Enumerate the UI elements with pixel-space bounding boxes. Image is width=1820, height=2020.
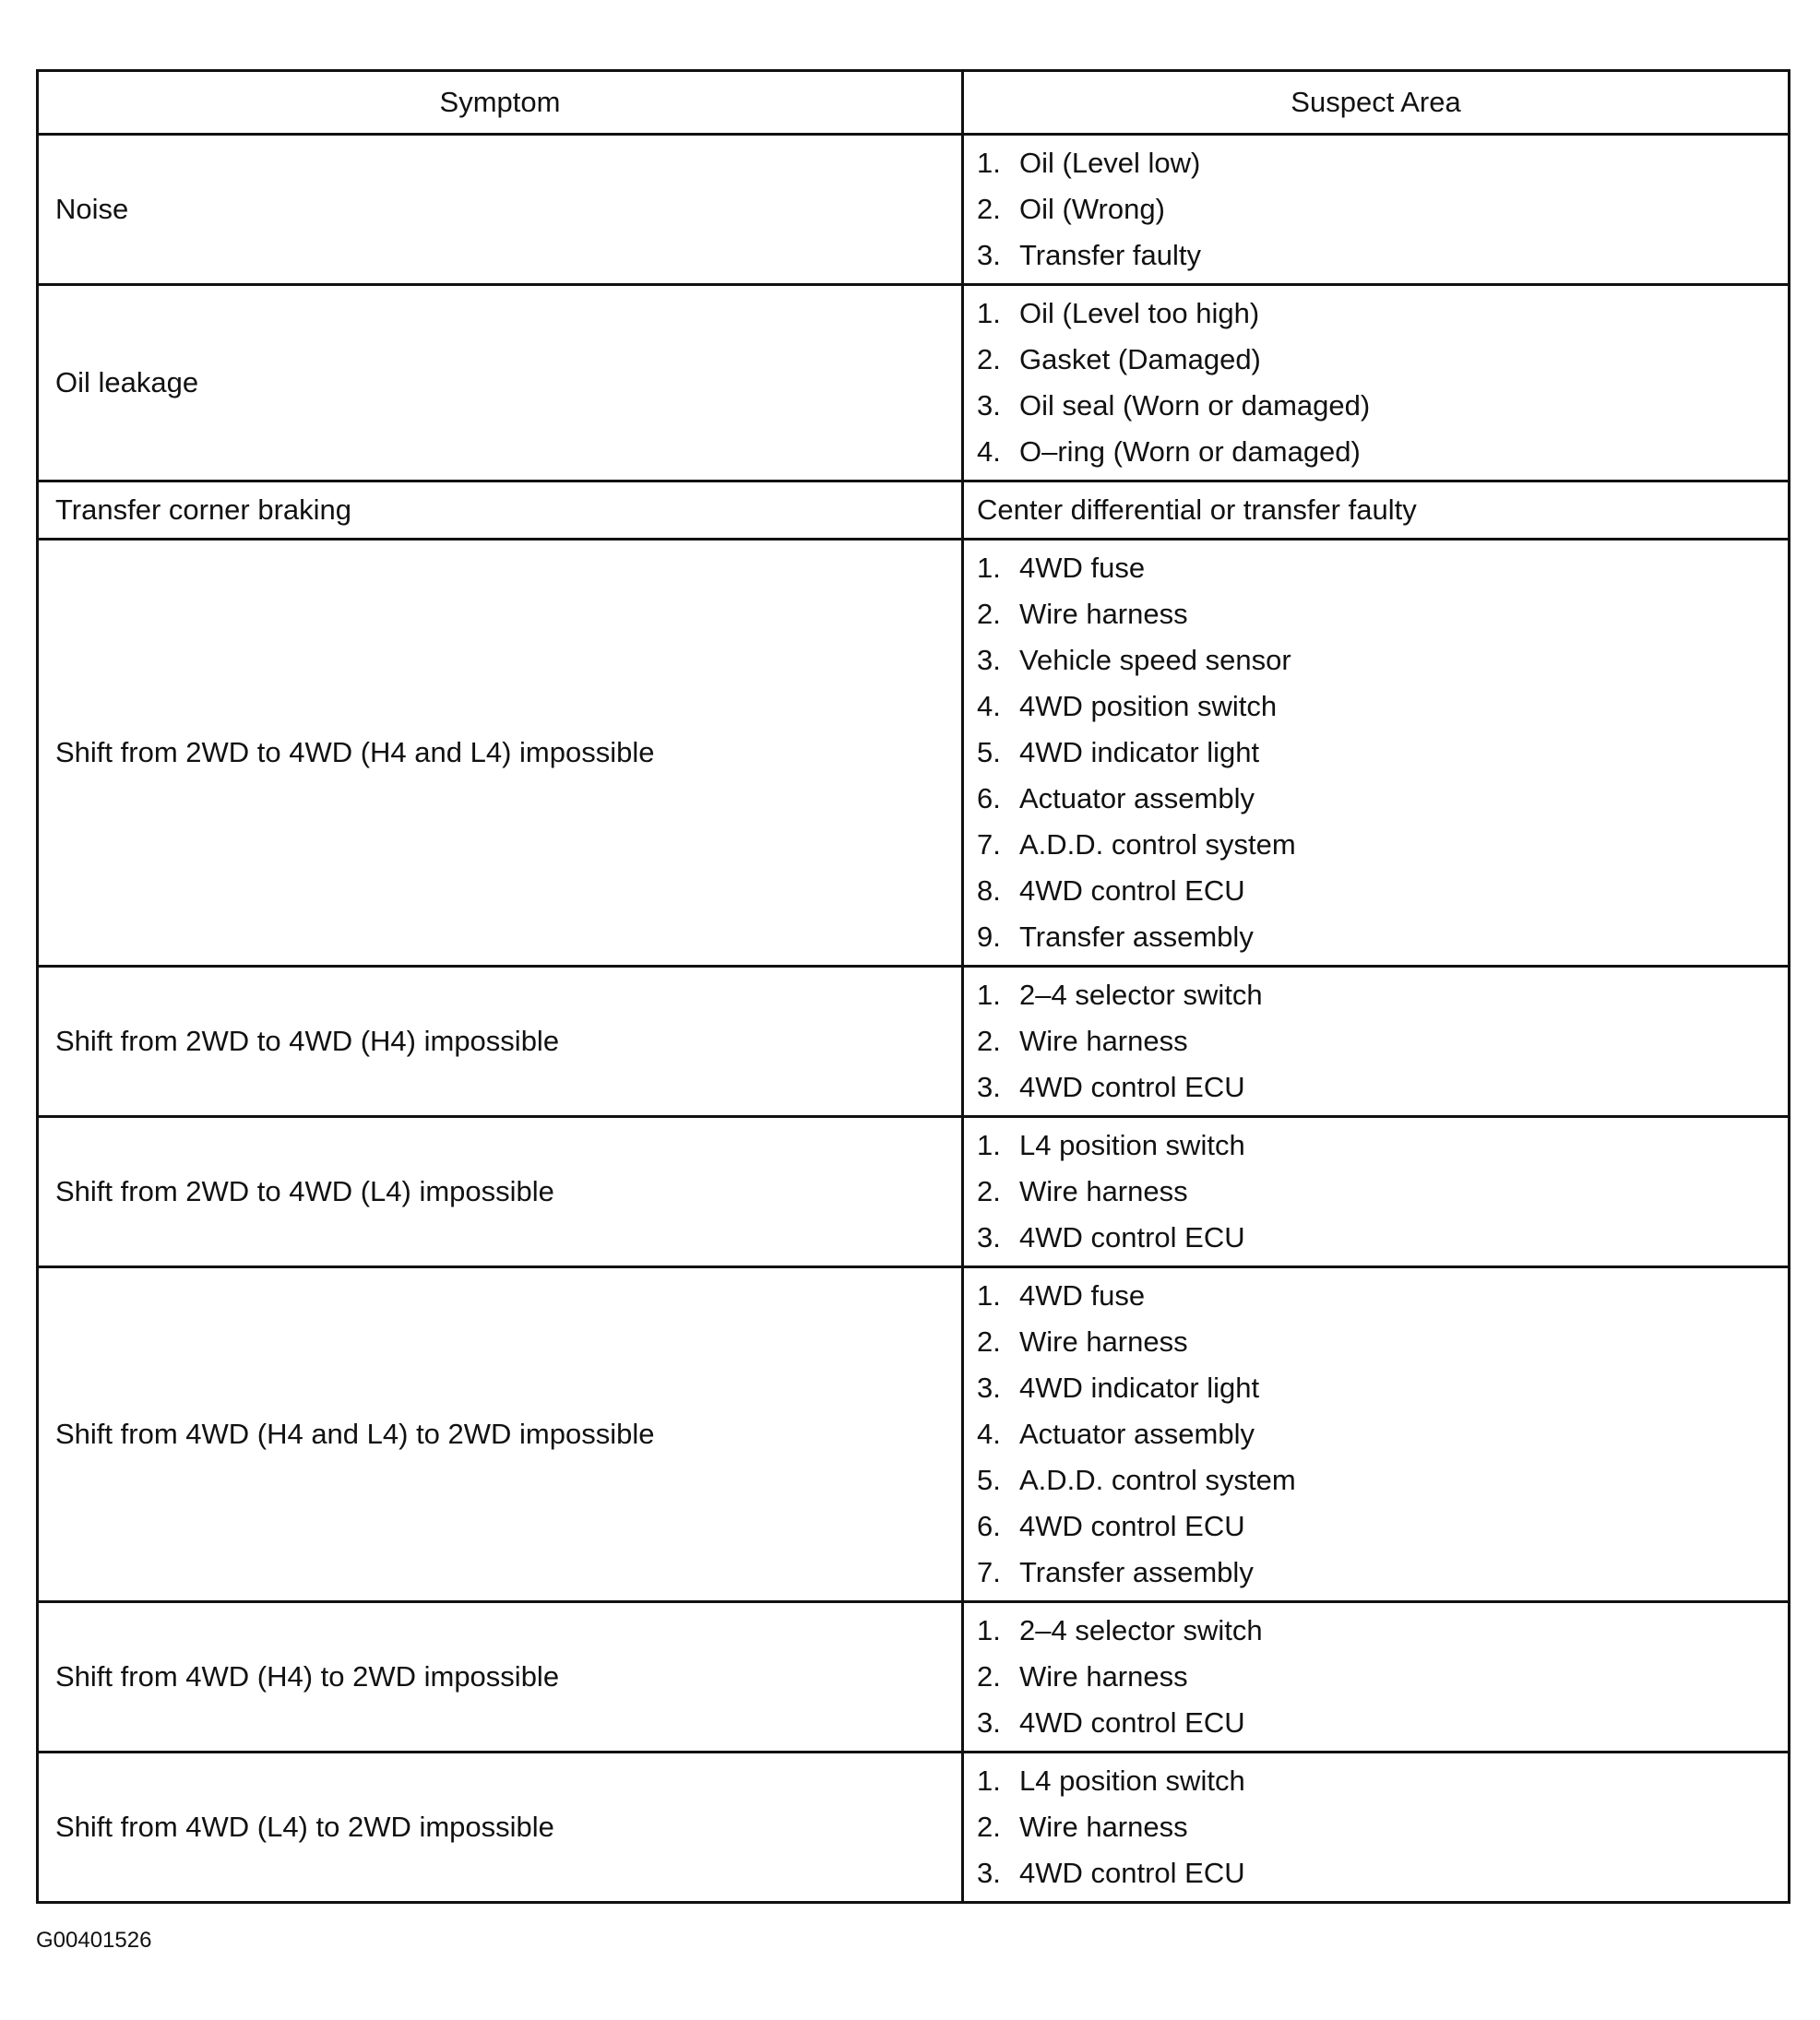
list-item-text: L4 position switch [1019,1129,1245,1161]
list-item-text: 4WD control ECU [1019,1706,1245,1739]
suspect-area-cell [963,1267,1790,1602]
list-item-text: Wire harness [1019,1811,1188,1843]
list-item [977,337,1788,383]
list-item-number: 3. [977,1071,1001,1103]
list-item-number: 5. [977,1464,1001,1496]
list-item-text: 4WD fuse [1019,1279,1146,1312]
list-item [977,1804,1788,1850]
list-item [977,914,1788,960]
suspect-area-cell [963,285,1790,481]
table-row [38,1602,1790,1753]
table-row [38,481,1790,540]
list-item-number: 4. [977,690,1001,722]
list-item [977,1123,1788,1169]
table-row [38,135,1790,285]
list-item-number: 7. [977,1556,1001,1588]
list-item-text: Oil (Wrong) [1019,193,1165,225]
list-item-text: Vehicle speed sensor [1019,644,1291,676]
list-item [977,1018,1788,1064]
list-item [977,1700,1788,1746]
symptom-cell: Transfer corner braking [38,481,963,540]
list-item-text: Wire harness [1019,1660,1188,1693]
list-item-number: 1. [977,1129,1001,1161]
list-item-text: 2–4 selector switch [1019,1614,1263,1646]
list-item [977,383,1788,429]
list-item-number: 3. [977,1221,1001,1254]
list-item-number: 6. [977,1510,1001,1542]
list-item-text: Actuator assembly [1019,782,1255,814]
list-item [977,140,1788,186]
list-item-text: 4WD indicator light [1019,736,1260,768]
list-item-text: A.D.D. control system [1019,828,1296,861]
list-item-text: 4WD control ECU [1019,1857,1245,1889]
list-item-text: 4WD control ECU [1019,1510,1245,1542]
list-item [977,186,1788,232]
list-item-number: 4. [977,435,1001,468]
suspect-area-list [977,1758,1788,1896]
list-item-number: 8. [977,874,1001,907]
table-row [38,1117,1790,1267]
list-item [977,1550,1788,1596]
list-item-text: Gasket (Damaged) [1019,343,1261,375]
list-item [977,822,1788,868]
list-item-number: 1. [977,1279,1001,1312]
list-item-text: 4WD control ECU [1019,1221,1245,1254]
suspect-area-list [977,1123,1788,1261]
list-item [977,972,1788,1018]
list-item-text: 4WD indicator light [1019,1372,1260,1404]
list-item-number: 2. [977,598,1001,630]
list-item-number: 2. [977,1175,1001,1207]
figure-code: G00401526 [36,1928,152,1953]
list-item [977,637,1788,683]
list-item [977,683,1788,730]
list-item-number: 3. [977,389,1001,422]
list-item-number: 1. [977,297,1001,329]
list-item-number: 1. [977,552,1001,584]
list-item-text: Oil (Level too high) [1019,297,1260,329]
list-item [977,232,1788,279]
list-item [977,1411,1788,1457]
list-item-number: 2. [977,1660,1001,1693]
list-item-number: 6. [977,782,1001,814]
list-item-text: 4WD fuse [1019,552,1146,584]
list-item-text: L4 position switch [1019,1765,1245,1797]
list-item-number: 2. [977,193,1001,225]
symptom-table [36,69,1790,1904]
list-item-number: 2. [977,1025,1001,1057]
list-item-text: Wire harness [1019,598,1188,630]
table-row [38,285,1790,481]
list-item-number: 1. [977,1614,1001,1646]
symptom-cell: Shift from 4WD (H4) to 2WD impossible [38,1602,963,1753]
table-row [38,967,1790,1117]
list-item-number: 3. [977,644,1001,676]
suspect-area-cell [963,967,1790,1117]
suspect-area-list [977,1608,1788,1746]
symptom-cell: Shift from 4WD (L4) to 2WD impossible [38,1753,963,1903]
list-item-text: Wire harness [1019,1025,1188,1057]
list-item-text: 4WD control ECU [1019,874,1245,907]
list-item-number: 4. [977,1418,1001,1450]
list-item [977,1064,1788,1111]
suspect-area-cell: Center differential or transfer faulty [963,481,1790,540]
symptom-cell: Oil leakage [38,285,963,481]
header-row [38,71,1790,135]
list-item-number: 3. [977,1372,1001,1404]
list-item [977,730,1788,776]
list-item-number: 1. [977,979,1001,1011]
list-item-number: 1. [977,147,1001,179]
list-item-number: 2. [977,1325,1001,1358]
symptom-column-header: Symptom [38,71,963,135]
list-item [977,1365,1788,1411]
list-item-text: A.D.D. control system [1019,1464,1296,1496]
suspect-area-cell [963,1117,1790,1267]
list-item [977,591,1788,637]
list-item-text: Oil seal (Worn or damaged) [1019,389,1371,422]
list-item-text: Wire harness [1019,1175,1188,1207]
table-row [38,1267,1790,1602]
list-item [977,1169,1788,1215]
suspect-area-list [977,972,1788,1111]
list-item-text: O–ring (Worn or damaged) [1019,435,1361,468]
list-item-number: 3. [977,239,1001,271]
list-item-number: 1. [977,1765,1001,1797]
list-item-number: 2. [977,1811,1001,1843]
suspect-area-list [977,1273,1788,1596]
list-item [977,868,1788,914]
list-item-text: Transfer assembly [1019,921,1254,953]
suspect-area-list [977,140,1788,279]
suspect-area-cell [963,1602,1790,1753]
list-item [977,291,1788,337]
suspect-area-list [977,291,1788,475]
list-item-number: 2. [977,343,1001,375]
table-row [38,1753,1790,1903]
symptom-cell: Shift from 2WD to 4WD (H4) impossible [38,967,963,1117]
list-item [977,1457,1788,1503]
symptom-cell: Shift from 2WD to 4WD (H4 and L4) impossible [38,540,963,967]
table-body [38,135,1790,1903]
list-item-text: Wire harness [1019,1325,1188,1358]
list-item [977,1608,1788,1654]
list-item-number: 7. [977,828,1001,861]
list-item [977,1273,1788,1319]
symptom-cell: Noise [38,135,963,285]
list-item [977,776,1788,822]
list-item-text: 4WD position switch [1019,690,1278,722]
suspect-area-cell [963,135,1790,285]
list-item [977,1654,1788,1700]
list-item-number: 3. [977,1857,1001,1889]
list-item [977,545,1788,591]
list-item-text: Transfer faulty [1019,239,1201,271]
list-item [977,1758,1788,1804]
suspect-area-list [977,545,1788,960]
symptom-cell: Shift from 4WD (H4 and L4) to 2WD impossible [38,1267,963,1602]
list-item [977,1319,1788,1365]
suspect-area-cell [963,1753,1790,1903]
list-item-number: 5. [977,736,1001,768]
list-item-text: 2–4 selector switch [1019,979,1263,1011]
list-item [977,1503,1788,1550]
diagnosis-page [36,69,1788,1904]
list-item-number: 3. [977,1706,1001,1739]
symptom-cell: Shift from 2WD to 4WD (L4) impossible [38,1117,963,1267]
list-item-text: Transfer assembly [1019,1556,1254,1588]
list-item-text: Actuator assembly [1019,1418,1255,1450]
table-row [38,540,1790,967]
list-item-number: 9. [977,921,1001,953]
list-item [977,429,1788,475]
list-item [977,1215,1788,1261]
list-item-text: 4WD control ECU [1019,1071,1245,1103]
list-item-text: Oil (Level low) [1019,147,1201,179]
suspect-area-cell [963,540,1790,967]
list-item [977,1850,1788,1896]
suspect-area-column-header: Suspect Area [963,71,1790,135]
